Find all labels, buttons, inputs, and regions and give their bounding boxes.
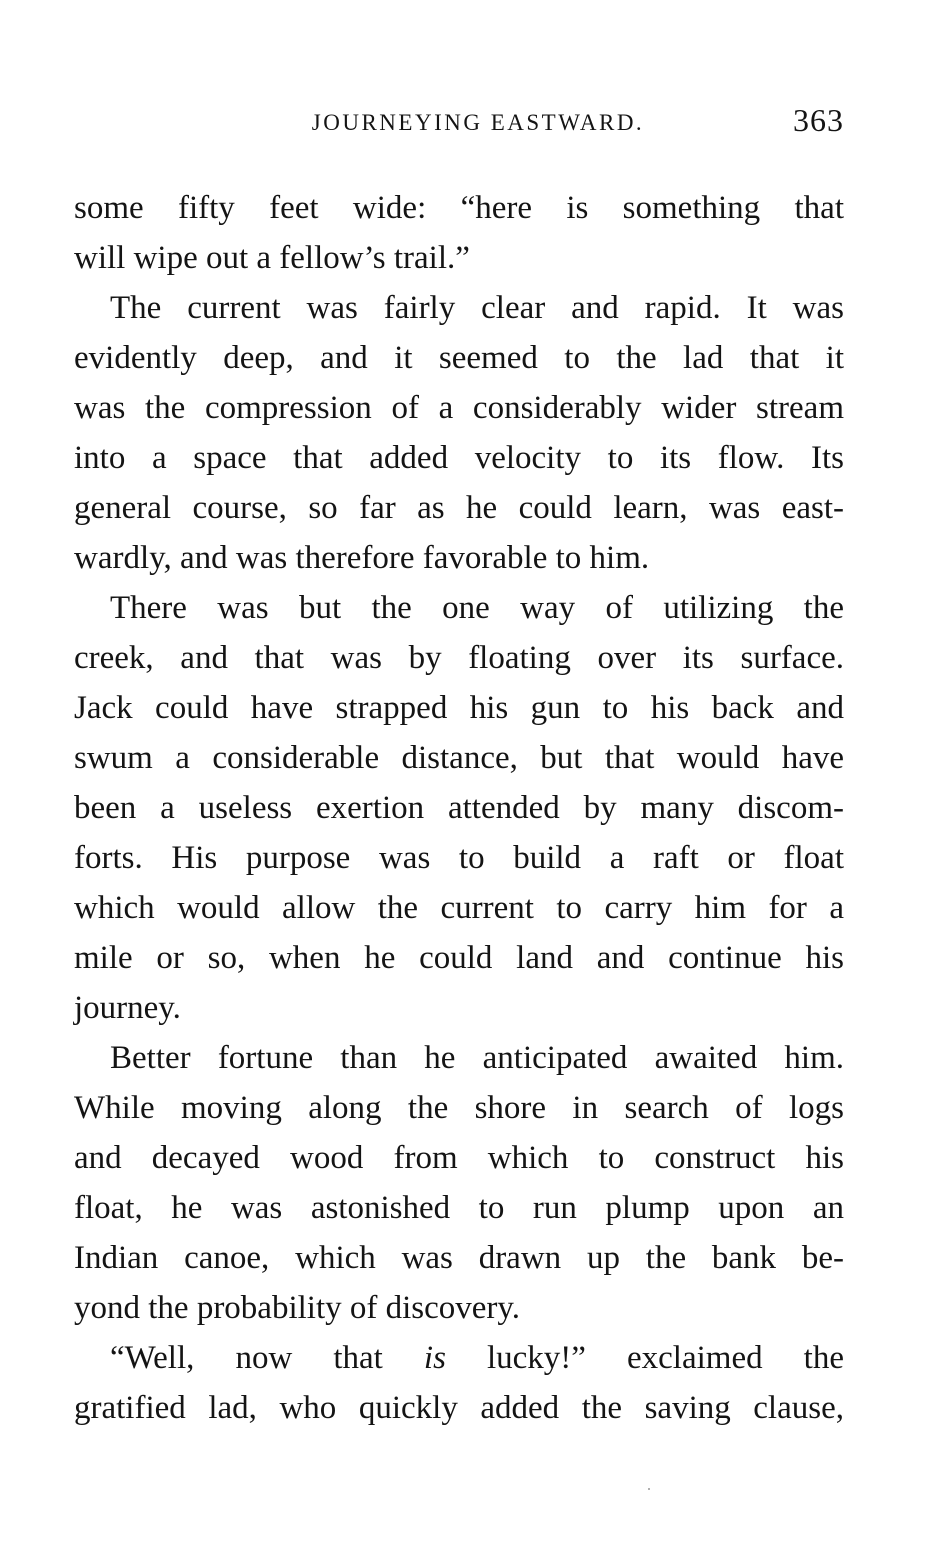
text-line: gratified lad, who quickly added the saving clause,: [74, 1390, 844, 1426]
body-text: [74, 183, 844, 1433]
text-line: While moving along the shore in search of logs: [74, 1090, 844, 1126]
running-head: [72, 102, 844, 142]
page-number: 363: [793, 102, 844, 138]
text-run: lucky!” exclaimed the: [445, 1340, 844, 1376]
text-line: and decayed wood from which to construct his: [74, 1140, 844, 1176]
paragraph-3: [74, 583, 844, 1033]
text-line: creek, and that was by floating over its surface.: [74, 640, 844, 676]
text-line: been a useless exertion attended by many discom-: [74, 790, 844, 826]
text-line: yond the probability of discovery.: [74, 1290, 521, 1326]
text-line: Jack could have strapped his gun to his back and: [74, 690, 844, 726]
text-line: some fifty feet wide: “here is something that: [74, 190, 844, 226]
paragraph-5: [74, 1333, 844, 1433]
text-line: will wipe out a fellow’s trail.”: [74, 240, 470, 276]
paragraph-1: [74, 183, 844, 283]
text-line: mile or so, when he could land and continue his: [74, 940, 844, 976]
text-line: journey.: [74, 990, 181, 1026]
text-line: float, he was astonished to run plump upon an: [74, 1190, 844, 1226]
text-line: general course, so far as he could learn, was east-: [74, 490, 844, 526]
text-line: Better fortune than he anticipated awaited him.: [110, 1040, 844, 1076]
text-line: was the compression of a considerably wider stream: [74, 390, 844, 426]
text-line: which would allow the current to carry him for a: [74, 890, 844, 926]
text-line: [74, 1333, 844, 1383]
paper-speck: [648, 1488, 650, 1490]
text-line: There was but the one way of utilizing the: [110, 590, 844, 626]
text-line: The current was fairly clear and rapid. It was: [110, 290, 844, 326]
paragraph-2: [74, 283, 844, 583]
text-line: wardly, and was therefore favorable to him.: [74, 540, 650, 576]
text-line: into a space that added velocity to its flow. Its: [74, 440, 844, 476]
text-line: forts. His purpose was to build a raft or float: [74, 840, 844, 876]
text-line: Indian canoe, which was drawn up the bank be-: [74, 1240, 844, 1276]
text-line: evidently deep, and it seemed to the lad that it: [74, 340, 844, 376]
text-run: “Well, now that: [110, 1340, 424, 1376]
running-title: JOURNEYING EASTWARD.: [311, 110, 645, 135]
text-line: swum a considerable distance, but that would have: [74, 740, 844, 776]
paragraph-4: [74, 1033, 844, 1333]
italic-emphasis: is: [423, 1340, 446, 1376]
